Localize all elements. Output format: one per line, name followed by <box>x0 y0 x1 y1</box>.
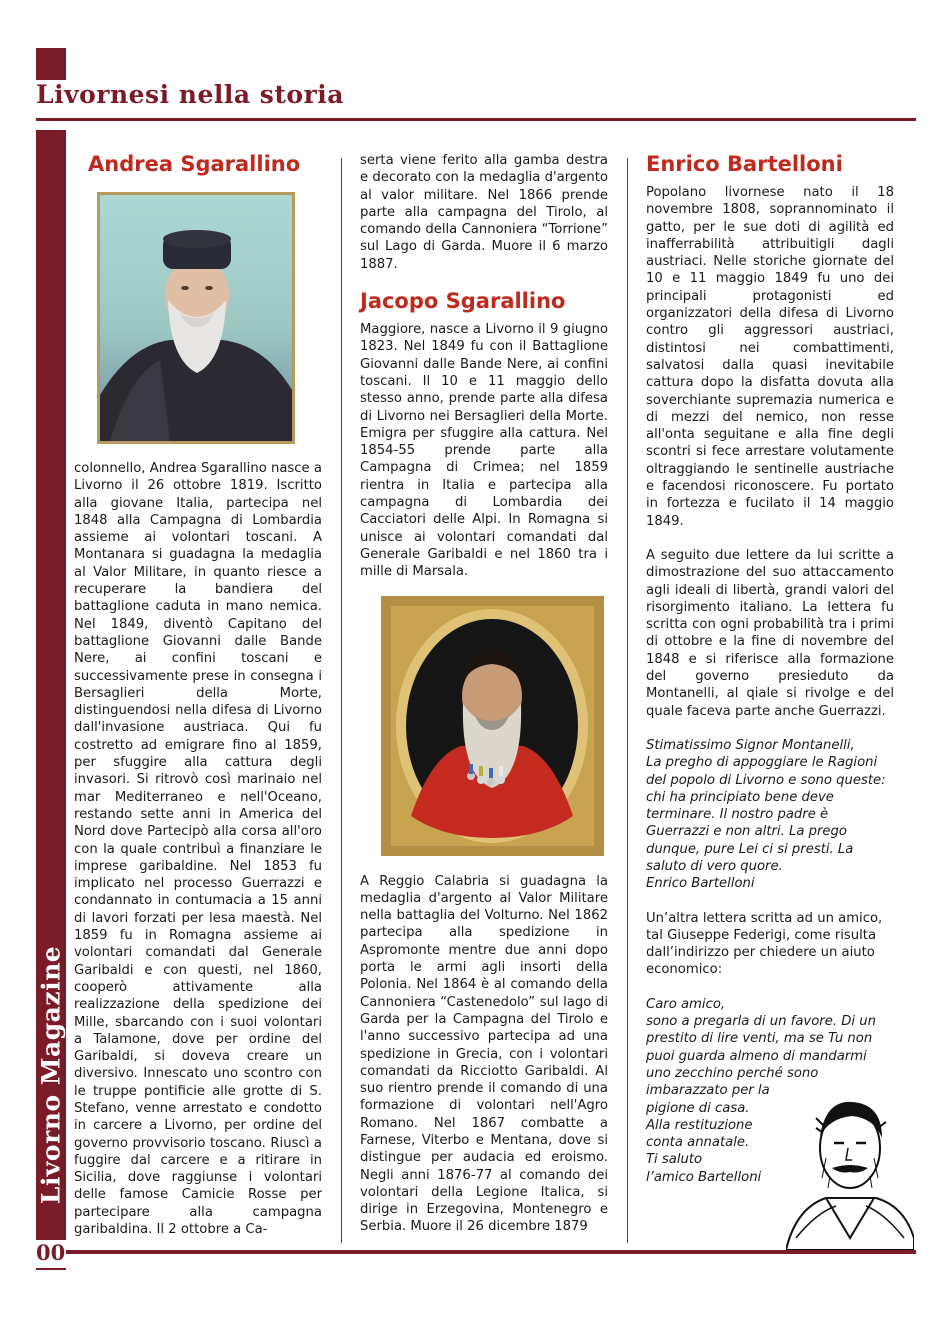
article-title: Andrea Sgarallino <box>88 152 301 176</box>
letter-federigi <box>646 996 894 1186</box>
article-andrea-sgarallino <box>74 152 322 1238</box>
article-jacopo-sgarallino <box>360 152 608 1236</box>
article-body: Popolano livornese nato il 18 novembre 1808, soprannominato il gatto, per le sue doti di agilità ed inafferrabilità attribuitigli dagli austriaci. Nelle storiche giornate del 10 e 11 maggio 1849 fu uno dei principali protagonisti ed organizzatori della difesa di Livorno contro gli aggressori austriaci, distintosi nei combattimenti, salvatosi dalla quasi inevitabile cattura dopo la disfatta dovuta alla soverchiante supremazia numerica e di mezzi del nemico, non resse all'onta seguitane e alla fine degli scontri si fece arrestare volutamente oltraggiando le sentinelle austriache e facendosi riconoscere. Fu portato in fortezza e fucilato il 14 maggio 1849. <box>646 185 894 529</box>
article-enrico-bartelloni <box>646 152 894 1186</box>
article-body: Maggiore, nasce a Livorno il 9 giugno 1823. Nel 1849 fu con il Battaglione Giovanni dalle Bande Nere, ai confini toscani. Il 10 e 11 maggio dello stesso anno, prende parte alla difesa di Livorno nei Bersaglieri della Morte. Emigra per sfuggire alla cattura. Nel 1854-55 prende parte alla Campagna di Crimea; nel 1859 rientra in Italia e partecipa alla campagna di Lombardia dei Cacciatori delle Alpi. In Romagna si unisce ai volontari comandati dal Generale Garibaldi e nel 1860 tra i mille di Marsala. <box>360 322 608 580</box>
letter-salutation: Caro amico, <box>646 996 726 1012</box>
section-title: Livornesi nella storia <box>36 80 344 109</box>
article-body: A seguito due lettere da lui scritte a dimostrazione del suo attaccamento agli ideali di libertà, grandi valori del risorgimento italiano. La lettera fu scritta con ogni probabilità tra i primi di ottobre e la fine di novembre del 1848 e si riferisce alla formazione del governo presieduto da Montanelli, al qiale si rivolge e del quale faceva parte anche Guerrazzi. <box>646 547 894 719</box>
magazine-label: Livorno Magazine <box>36 945 66 1205</box>
letter-body: sono a pregarla di un favore. Di un prestito di lire venti, ma se Tu non puoi guarda almeno di mandarmi uno zecchino perché sono imbarazzato per la <box>646 1014 876 1099</box>
article-body: A Reggio Calabria si guadagna la medaglia d'argento al Valor Militare nella battaglia del Volturno. Nel 1862 partecipa alla spedizione in Aspromonte mentre due anni dopo porta le armi agli insorti della Polonia. Nel 1864 è al comando della Cannoniera “Castenedolo” sul lago di Garda per la Campagna del Tirolo e l'anno successivo partecipa ad una spedizione in Grecia, con i volontari comandati da Ricciotto Garibaldi. Al suo rientro prende il comando di una formazione di volontari nell'Agro Romano. Nel 1867 combatte a Farnese, Viterbo e Mentana, dove si distingue per audacia ed eroismo. Negli anni 1876-77 al comando dei volontari della Legione Italica, si dirige in Erzegovina, Montenegro e Serbia. Muore il 26 dicembre 1879 <box>360 873 608 1235</box>
article-body-continued: serta viene ferito alla gamba destra e decorato con la medaglia d'argento al valor militare. Nel 1866 prende parte alla campagna del Tirolo, al comando della Cannoniera “Torrione” sul Lago di Garda. Muore il 6 marzo 1887. <box>360 153 608 272</box>
letter-line: conta annatale. <box>646 1135 750 1151</box>
bottom-rule-accent <box>36 1268 66 1270</box>
image-space <box>360 581 608 873</box>
letter-signature: l’amico Bartelloni <box>646 1169 762 1185</box>
article-title: Enrico Bartelloni <box>646 152 843 176</box>
bottom-rule <box>66 1250 916 1254</box>
letter-montanelli <box>646 737 894 893</box>
article-body: Un’altra lettera scritta ad un amico, tal Giuseppe Federigi, come risulta dall’indirizzo per chiedere un aiuto economico: <box>646 910 883 978</box>
title-rule <box>36 118 916 121</box>
page-number: 00 <box>36 1240 66 1265</box>
article-title: Jacopo Sgarallino <box>360 289 566 314</box>
letter-body: La pregho di appoggiare le Ragioni del popolo di Livorno e sono queste: chi ha principiato bene deve terminare. Il nostro padre è Guerrazzi e non altri. La prego dunque, pure Lei ci si presti. La saluto di vero quore. <box>646 755 886 874</box>
image-space <box>74 184 322 460</box>
column-divider <box>627 158 628 1243</box>
letter-line: Ti saluto <box>646 1152 703 1168</box>
letter-line: pigione di casa. <box>646 1100 750 1116</box>
column-divider <box>341 158 342 1243</box>
letter-signature: Enrico Bartelloni <box>646 876 755 892</box>
corner-block <box>36 48 66 80</box>
letter-line: Alla restituzione <box>646 1117 753 1133</box>
article-body: colonnello, Andrea Sgarallino nasce a Livorno il 26 ottobre 1819. Iscritto alla giovane Italia, partecipa nel 1848 alla Campagna di Lombardia assieme ai volontari toscani. A Montanara si guadagna la medaglia al Valor Militare, in quanto riesce a recuperare la bandiera del battaglione caduta in mano nemica. Nel 1849, diventò Capitano del battaglione Giovanni dalle Bande Nere, ai confini toscani e successivamente prese in consegna i Bersaglieri della Morte, distinguendosi nella difesa di Livorno dall'invasione austriaca. Qui fu costretto ad emigrare fino al 1859, per sfuggire alla cattura degli invasori. Si ritrovò così marinaio nel mar Mediterraneo e nell'Oceano, restando sette anni in America del Nord dove Partecipò alla corsa all'oro con la quale contribuì a finanziare le imprese garibaldine. Nel 1853 fu implicato nel processo Guerrazzi e condannato in contumacia a 15 anni di lavori forzati per lesa maestà. Nel 1859 fu in Romagna assieme ai volontari comandati dal Generale Garibaldi e con questi, nel 1860, cooperò attivamente alla realizzazione della spedizione dei Mille, sbarcando con i suoi volontari a Talamone, dove per ordine del Garibaldi, si doveva creare un diversivo. Innescato uno scontro con le truppe pontificie alle grotte di S. Stefano, venne arrestato e condotto in carcere a Livorno, per ordine del governo provvisorio toscano. Riuscì a fuggire dal carcere e a ritirare in Sicilia, dove raggiunse i volontari delle famose Camicie Rosse per partecipare alla campagna garibaldina. Il 2 ottobre a Ca- <box>74 461 322 1238</box>
letter-salutation: Stimatissimo Signor Montanelli, <box>646 737 855 753</box>
